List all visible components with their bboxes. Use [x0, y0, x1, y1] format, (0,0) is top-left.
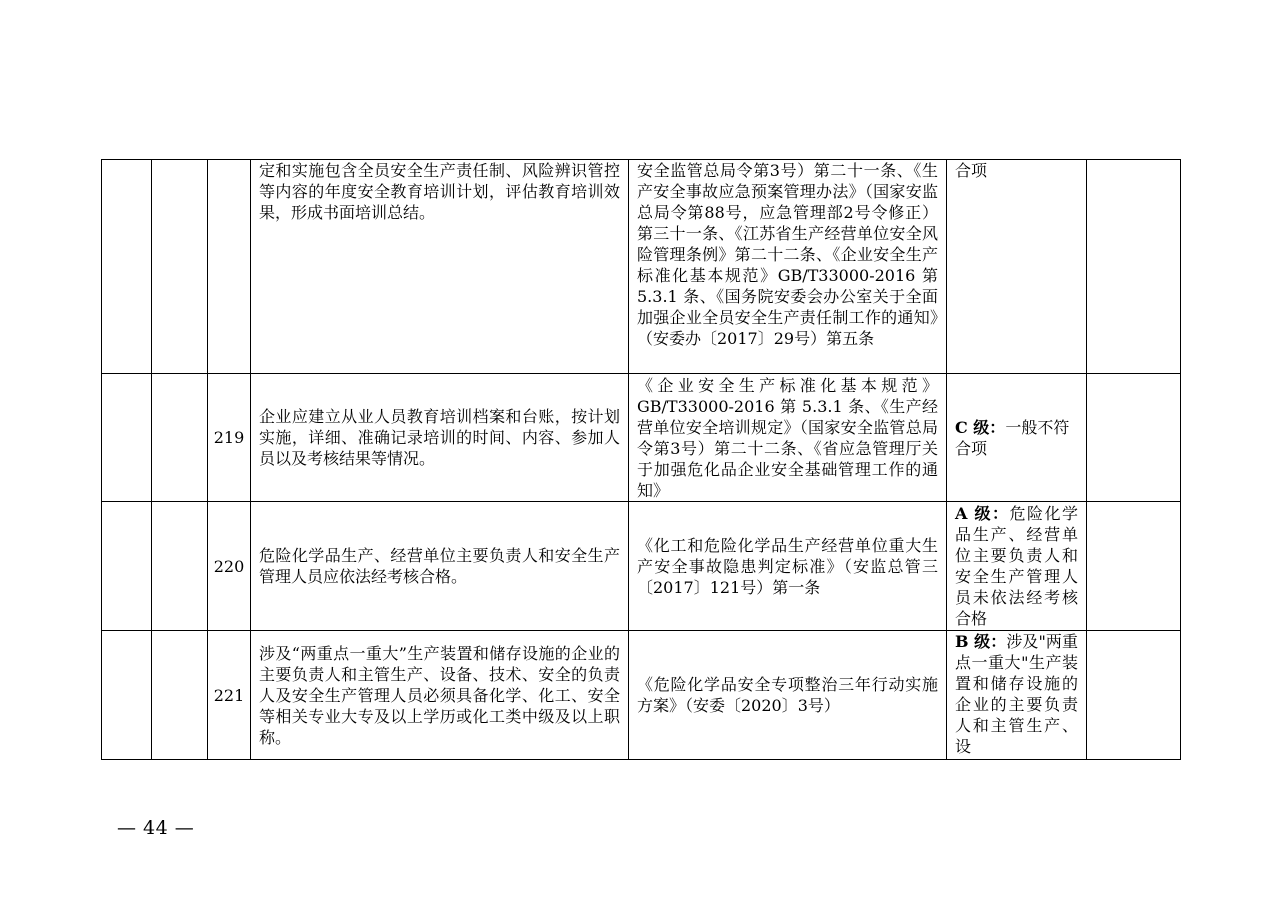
subcategory-cell — [152, 631, 208, 760]
subcategory-cell — [152, 502, 208, 631]
item-number-cell: 220 — [208, 502, 251, 631]
requirement-cell: 涉及“两重点一重大”生产装置和储存设施的企业的主要负责人和主管生产、设备、技术、安全的负责人及安全生产管理人员必须具备化学、化工、安全等相关专业大专及以上学历或化工类中级及以上职称。 — [251, 631, 629, 760]
remarks-cell — [1087, 160, 1181, 374]
basis-cell: 《化工和危险化学品生产经营单位重大生产安全事故隐患判定标准》（安监总管三〔2017〕121号）第一条 — [629, 502, 947, 631]
requirement-cell: 企业应建立从业人员教育培训档案和台账，按计划实施，详细、准确记录培训的时间、内容、参加人员以及考核结果等情况。 — [251, 374, 629, 502]
item-number-cell: 219 — [208, 374, 251, 502]
level-cell — [947, 502, 1087, 631]
regulation-table — [101, 159, 1181, 760]
table-row — [102, 374, 1181, 502]
level-text: 合项 — [955, 161, 988, 180]
category-cell — [102, 160, 152, 374]
item-number-cell: 221 — [208, 631, 251, 760]
category-cell — [102, 374, 152, 502]
level-tag: C 级： — [955, 417, 1006, 437]
remarks-cell — [1087, 374, 1181, 502]
level-tag: B 级： — [955, 632, 1007, 651]
subcategory-cell — [152, 374, 208, 502]
requirement-cell: 危险化学品生产、经营单位主要负责人和安全生产管理人员应依法经考核合格。 — [251, 502, 629, 631]
item-number-cell — [208, 160, 251, 374]
category-cell — [102, 502, 152, 631]
basis-cell: 《企业安全生产标准化基本规范》GB/T33000-2016 第 5.3.1 条、《生产经营单位安全培训规定》（国家安全监管总局令第3号）第二十二条、《省应急管理厅关于加强危化品企业安全基础管理工作的通知》 — [629, 374, 947, 502]
remarks-cell — [1087, 502, 1181, 631]
basis-cell: 《危险化学品安全专项整治三年行动实施方案》（安委〔2020〕3号） — [629, 631, 947, 760]
level-text: 危险化学品生产、经营单位主要负责人和安全生产管理人员未依法经考核合格 — [955, 504, 1078, 628]
level-text: 涉及"两重点一重大"生产装置和储存设施的企业的主要负责人和主管生产、设 — [955, 632, 1078, 756]
category-cell — [102, 631, 152, 760]
subcategory-cell — [152, 160, 208, 374]
level-cell — [947, 631, 1087, 760]
requirement-cell: 定和实施包含全员安全生产责任制、风险辨识管控等内容的年度安全教育培训计划，评估教育培训效果，形成书面培训总结。 — [251, 160, 629, 374]
level-text: 一般不符合项 — [955, 417, 1070, 458]
page-number: — 44 — — [117, 817, 195, 839]
table-row — [102, 502, 1181, 631]
basis-cell: 安全监管总局令第3号）第二十一条、《生产安全事故应急预案管理办法》（国家安监总局令第88号，应急管理部2号令修正）第三十一条、《江苏省生产经营单位安全风险管理条例》第二十二条、《企业安全生产标准化基本规范》GB/T33000-2016 第 5.3.1 条、《国务院安委会办公室关于全面加强企业全员安全生产责任制工作的通知》（安委办〔2017〕29号）第五条 — [629, 160, 947, 374]
level-cell — [947, 374, 1087, 502]
level-cell — [947, 160, 1087, 374]
table-row — [102, 631, 1181, 760]
remarks-cell — [1087, 631, 1181, 760]
level-tag: A 级： — [955, 504, 1010, 523]
table-row — [102, 160, 1181, 374]
